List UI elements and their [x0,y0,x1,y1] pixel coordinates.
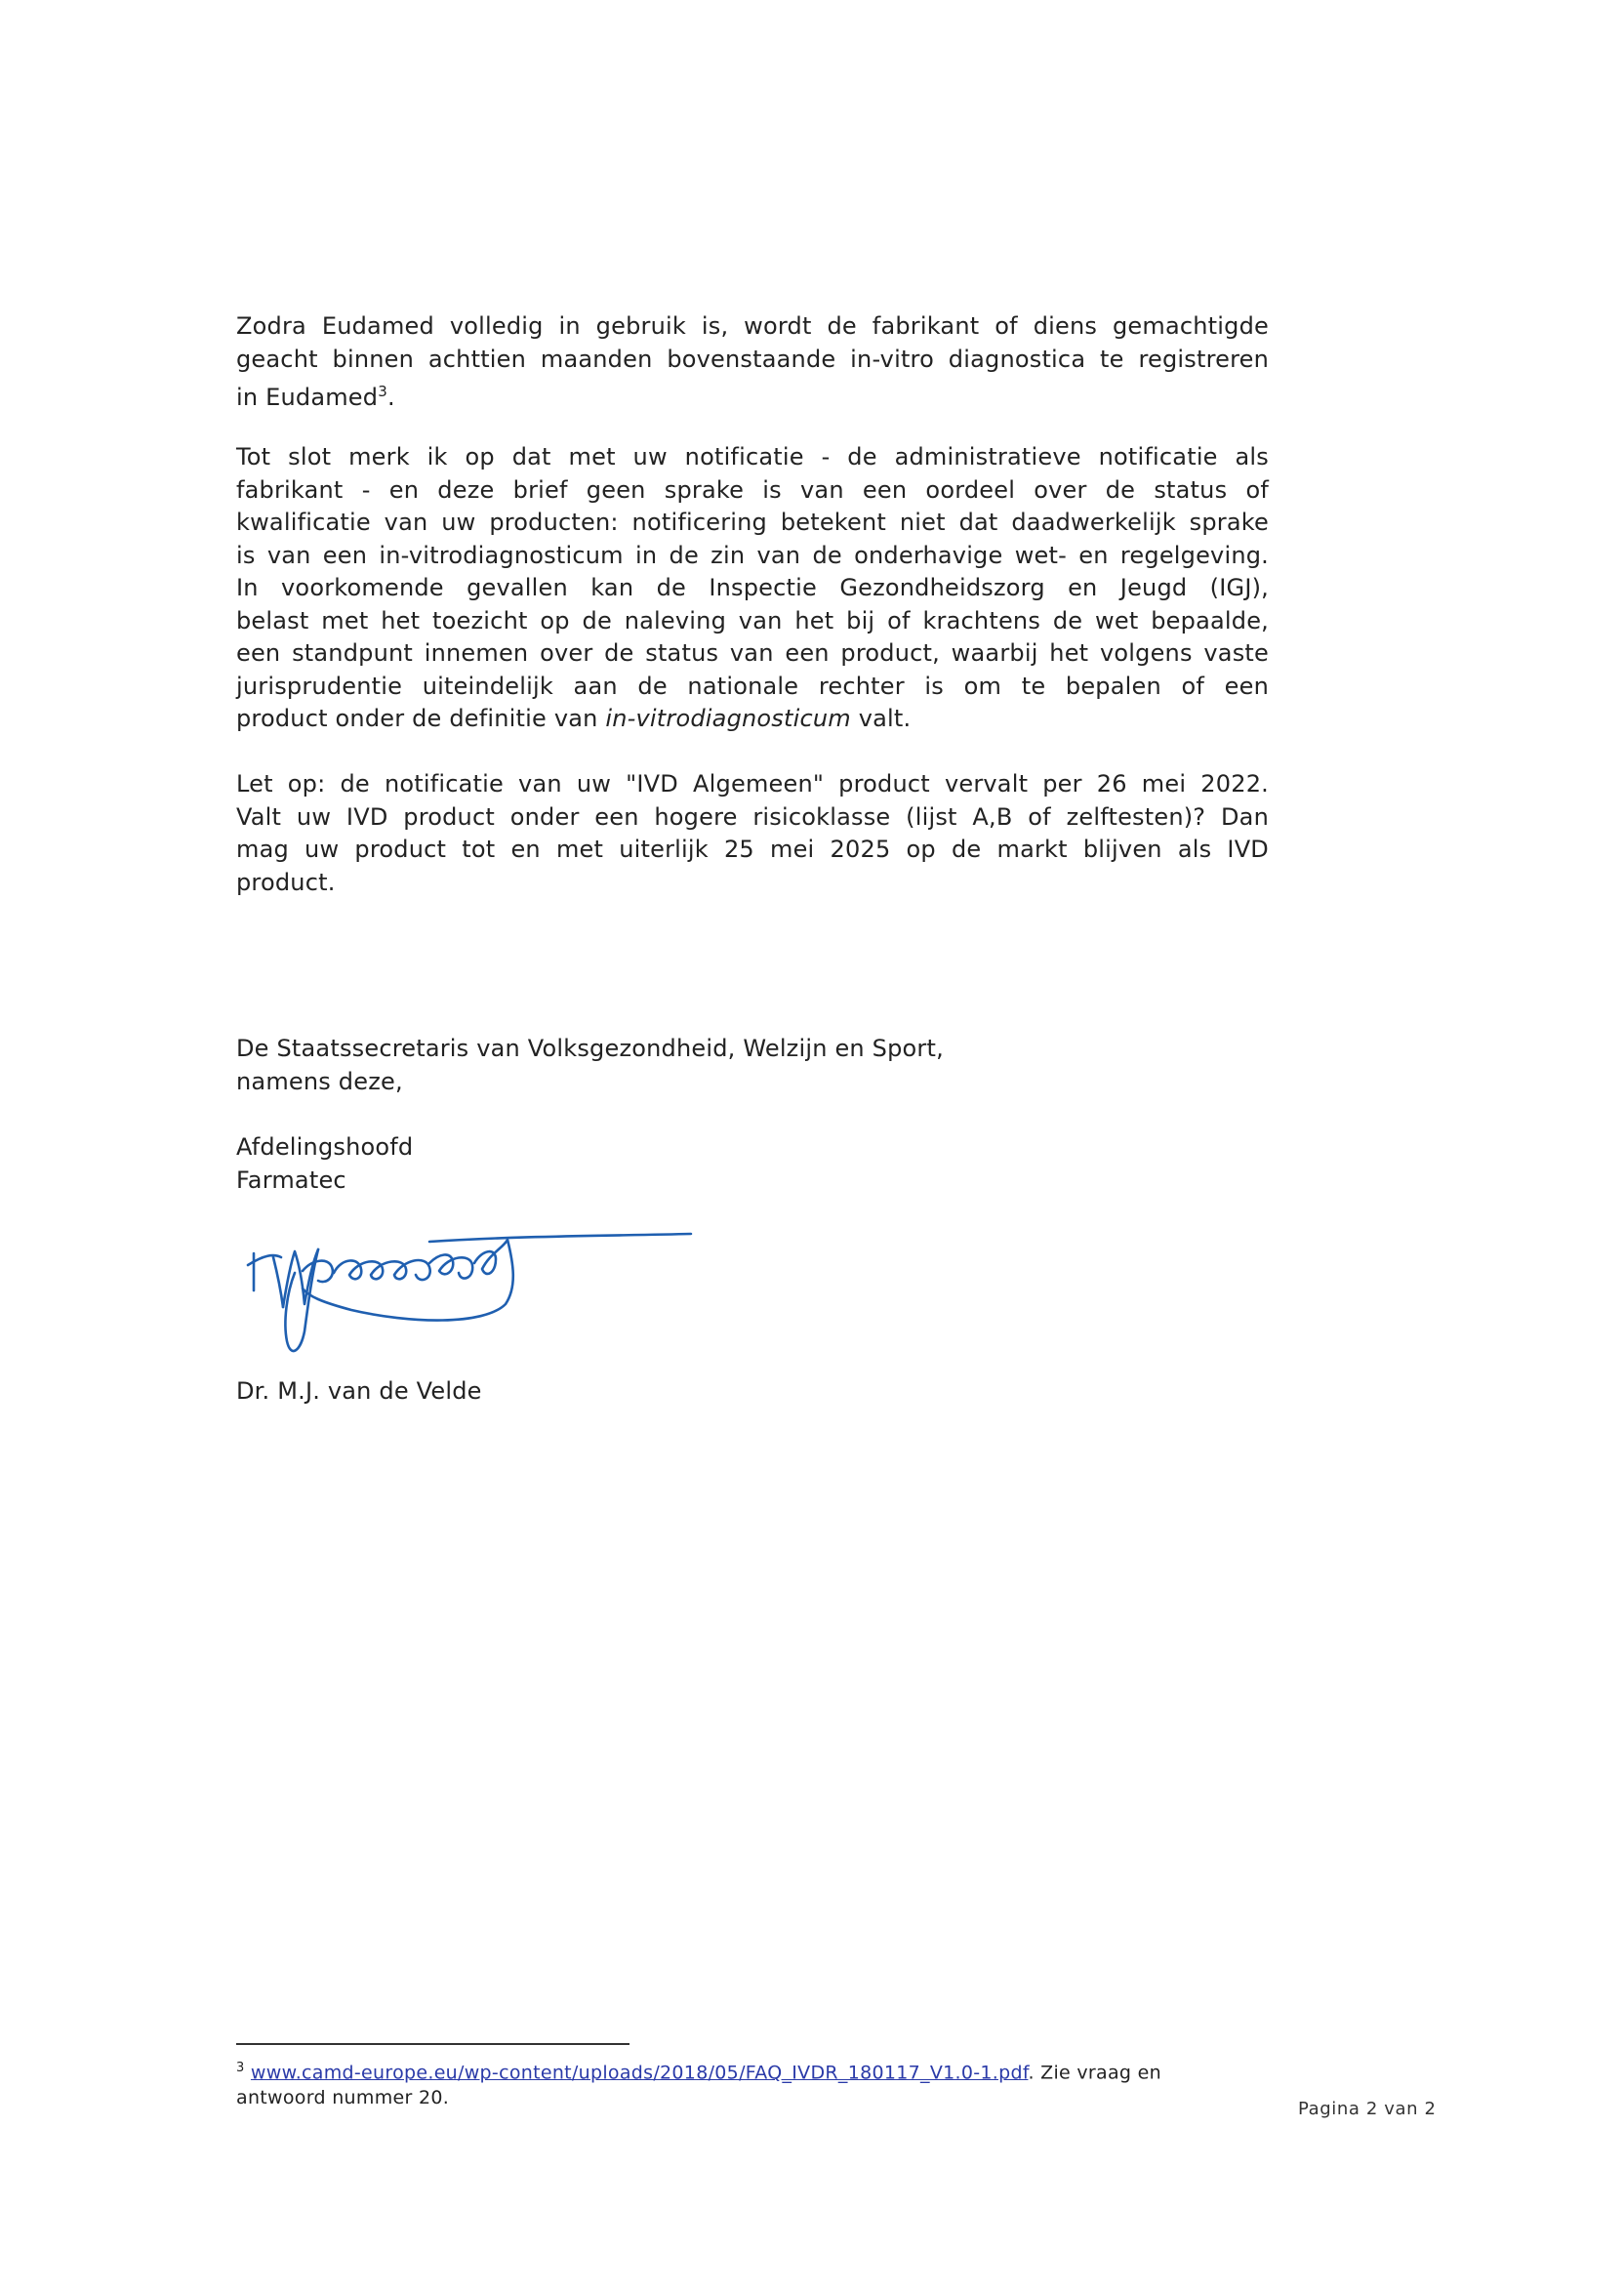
text-line: mag uw product tot en met uiterlijk 25 mei 2025 op de markt blijven als IVD [236,836,1269,863]
italic-term: in-vitrodiagnosticum [605,705,851,732]
text-segment: . [386,384,395,411]
text-line: een standpunt innemen over de status van een product, waarbij het volgens vaste [236,639,1269,667]
text-line [236,703,1269,736]
text-segment: in Eudamed [236,384,379,411]
footnote-link[interactable]: www.camd-europe.eu/wp-content/uploads/2018/05/FAQ_IVDR_180117_V1.0-1.pdf [250,2062,1029,2084]
department-name: Farmatec [236,1166,346,1194]
signer-block [236,1375,482,1409]
signer-name: Dr. M.J. van de Velde [236,1377,482,1405]
footnote-reference[interactable]: 3 [378,383,387,400]
text-line: product. [236,868,336,896]
department-block [236,1131,413,1197]
text-line: In voorkomende gevallen kan de Inspectie Gezondheidszorg en Jeugd (IGJ), [236,574,1269,601]
text-line: geacht binnen achttien maanden bovenstaande in-vitro diagnostica te registreren [236,345,1269,373]
signature-stroke [303,1261,333,1282]
text-line: Tot slot merk ik op dat met uw notificatie - de administratieve notificatie als [236,443,1269,470]
text-line: belast met het toezicht op de naleving van het bij of krachtens de wet bepaalde, [236,606,1269,634]
closing-line: De Staatssecretaris van Volksgezondheid, Welzijn en Sport, [236,1035,944,1062]
department-title: Afdelingshoofd [236,1133,414,1161]
text-line: fabrikant - en deze brief geen sprake is van een oordeel over de status of [236,475,1269,504]
paragraph-ivd-expiry-notice [236,768,1269,899]
text-line: Let op: de notificatie van uw "IVD Algemeen" product vervalt per 26 mei 2022. [236,770,1269,798]
closing-block [236,1033,944,1098]
signature-stroke [303,1240,513,1321]
footnote-divider [236,2043,629,2045]
text-line: Valt uw IVD product onder een hogere risicoklasse (lijst A,B of zelftesten)? Dan [236,802,1269,831]
footnote-text: . Zie vraag en antwoord nummer 20. [236,2062,1161,2109]
footnote [236,2056,1222,2110]
signature-stroke [429,1234,691,1242]
text-segment: valt. [850,705,912,732]
footnote-number: 3 [236,2061,245,2075]
handwritten-signature [244,1214,693,1371]
text-line: is van een in-vitrodiagnosticum in de zin van de onderhavige wet- en regelgeving. [236,541,1269,569]
page-number: Pagina 2 van 2 [1298,2099,1437,2119]
text-line: jurisprudentie uiteindelijk aan de nationale rechter is om te bepalen of een [236,672,1269,700]
text-line: kwalificatie van uw producten: notificering betekent niet dat daadwerkelijk sprake [236,509,1269,536]
paragraph-eudamed-registration [236,310,1269,415]
text-line: Zodra Eudamed volledig in gebruik is, wordt de fabrikant of diens gemachtigde [236,312,1269,340]
paragraph-notification-disclaimer [236,441,1269,736]
signature-stroke [273,1257,283,1307]
text-line [236,376,1269,415]
closing-line: namens deze, [236,1067,403,1095]
text-segment: product onder de definitie van [236,705,606,732]
signature-stroke [429,1254,472,1278]
signature-stroke [334,1260,430,1280]
